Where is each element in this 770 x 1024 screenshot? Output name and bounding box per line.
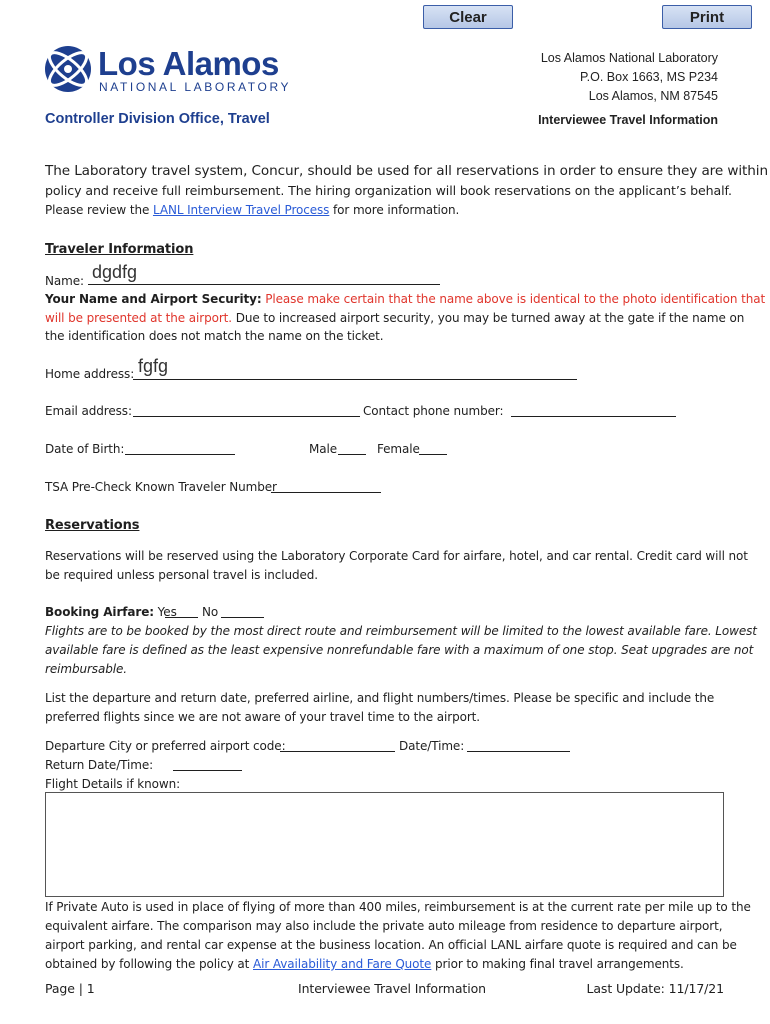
airport-security-line1 xyxy=(45,290,765,309)
departure-city-label: Departure City or preferred airport code: xyxy=(45,739,286,753)
return-datetime-input[interactable] xyxy=(173,770,242,771)
logo-wordmark: Los Alamos xyxy=(98,45,279,82)
booking-airfare-label: Booking Airfare: xyxy=(45,605,154,619)
office-title: Controller Division Office, Travel xyxy=(45,111,270,127)
yes-label: Yes xyxy=(157,605,177,619)
dob-input[interactable] xyxy=(125,454,235,455)
reservations-line: Reservations will be reserved using the Laboratory Corporate Card for airfare, hotel, and car rental. Credit card will not xyxy=(45,549,748,563)
auto-text-pre: obtained by following the policy at xyxy=(45,957,253,971)
email-label: Email address: xyxy=(45,404,132,418)
address-line: Los Alamos, NM 87545 xyxy=(588,89,718,103)
air-availability-fare-quote-link[interactable]: Air Availability and Fare Quote xyxy=(253,957,432,971)
lab-address xyxy=(541,49,718,106)
booking-no-input[interactable] xyxy=(221,617,264,618)
airport-security-line3: the identification does not match the name on the ticket. xyxy=(45,329,384,343)
return-datetime-label: Return Date/Time: xyxy=(45,758,154,772)
footer-title: Interviewee Travel Information xyxy=(298,981,486,996)
private-auto-line: airport parking, and rental car expense at the business location. An official LANL airfare quote is required and can be xyxy=(45,938,737,952)
intro-line: policy and receive full reimbursement. The hiring organization will book reservations on the applicant’s behalf. xyxy=(45,183,732,198)
airport-security-line2 xyxy=(45,309,744,328)
tsa-input[interactable] xyxy=(271,492,381,493)
booking-yes-input[interactable] xyxy=(165,617,198,618)
private-auto-line-4 xyxy=(45,955,684,974)
print-button[interactable]: Print xyxy=(662,5,752,29)
no-label: No xyxy=(202,605,219,619)
departure-datetime-input[interactable] xyxy=(467,751,570,752)
reservations-line: be required unless personal travel is included. xyxy=(45,568,319,582)
home-address-underline xyxy=(133,379,577,380)
male-input[interactable] xyxy=(338,454,366,455)
logo-subtitle: NATIONAL LABORATORY xyxy=(99,80,292,94)
fare-policy-line: available fare is defined as the least expensive nonrefundable fare with a maximum of one stop. Seat upgrades are not xyxy=(45,643,754,657)
intro-text xyxy=(45,161,768,181)
traveler-info-heading: Traveler Information xyxy=(45,242,194,257)
auto-text-post: prior to making final travel arrangements. xyxy=(431,957,684,971)
fare-policy-line: Flights are to be booked by the most direct route and reimbursement will be limited to the lowest available fare. Lowest xyxy=(45,624,757,638)
fare-policy-line: reimbursable. xyxy=(45,662,127,676)
clear-button[interactable]: Clear xyxy=(423,5,513,29)
lanl-interview-travel-process-link[interactable]: LANL Interview Travel Process xyxy=(152,203,330,217)
security-warning: Please make certain that the name above is identical to the photo identification that xyxy=(261,292,766,306)
name-input[interactable]: dgdfg xyxy=(92,262,138,282)
name-underline xyxy=(88,284,440,285)
private-auto-line: If Private Auto is used in place of flying of more than 400 miles, reimbursement is at the current rate per mile up to the xyxy=(45,900,751,914)
female-input[interactable] xyxy=(419,454,447,455)
intro-text-post: for more information. xyxy=(329,203,460,217)
intro-review-line xyxy=(45,201,459,220)
document-title: Interviewee Travel Information xyxy=(538,113,718,127)
private-auto-line: equivalent airfare. The comparison may also include the private auto mileage from residence to departure airport, xyxy=(45,919,723,933)
departure-datetime-label: Date/Time: xyxy=(399,739,465,753)
booking-airfare-row xyxy=(45,603,177,622)
reservations-heading: Reservations xyxy=(45,518,140,533)
home-address-label: Home address: xyxy=(45,367,135,381)
address-line: P.O. Box 1663, MS P234 xyxy=(579,70,718,84)
dob-label: Date of Birth: xyxy=(45,442,125,456)
security-label: Your Name and Airport Security: xyxy=(45,292,262,306)
flight-details-label: Flight Details if known: xyxy=(45,777,181,791)
intro-text-pre: Please review the xyxy=(45,203,153,217)
female-label: Female xyxy=(377,442,420,456)
flight-instructions-line: List the departure and return date, preferred airline, and flight numbers/times. Please be specific and include the xyxy=(45,691,715,705)
email-input[interactable] xyxy=(133,416,360,417)
footer-page-number: Page | 1 xyxy=(45,981,95,996)
name-label: Name: xyxy=(45,274,84,288)
address-line: Los Alamos National Laboratory xyxy=(540,51,718,65)
departure-city-input[interactable] xyxy=(280,751,395,752)
phone-input[interactable] xyxy=(511,416,676,417)
male-label: Male xyxy=(309,442,338,456)
security-warning-cont: will be presented at the airport. xyxy=(45,311,232,325)
home-address-input[interactable]: fgfg xyxy=(138,356,169,376)
lanl-logo-icon xyxy=(43,44,93,94)
footer-last-update: Last Update: 11/17/21 xyxy=(586,981,724,996)
intro-line: The Laboratory travel system, Concur, should be used for all reservations in order to ensure they are within xyxy=(45,163,768,179)
flight-instructions-line: preferred flights since we are not aware of your travel time to the airport. xyxy=(45,710,480,724)
tsa-label: TSA Pre-Check Known Traveler Number xyxy=(45,480,277,494)
phone-label: Contact phone number: xyxy=(363,404,504,418)
security-text: Due to increased airport security, you may be turned away at the gate if the name on xyxy=(232,311,745,325)
flight-details-textarea[interactable] xyxy=(45,792,724,897)
